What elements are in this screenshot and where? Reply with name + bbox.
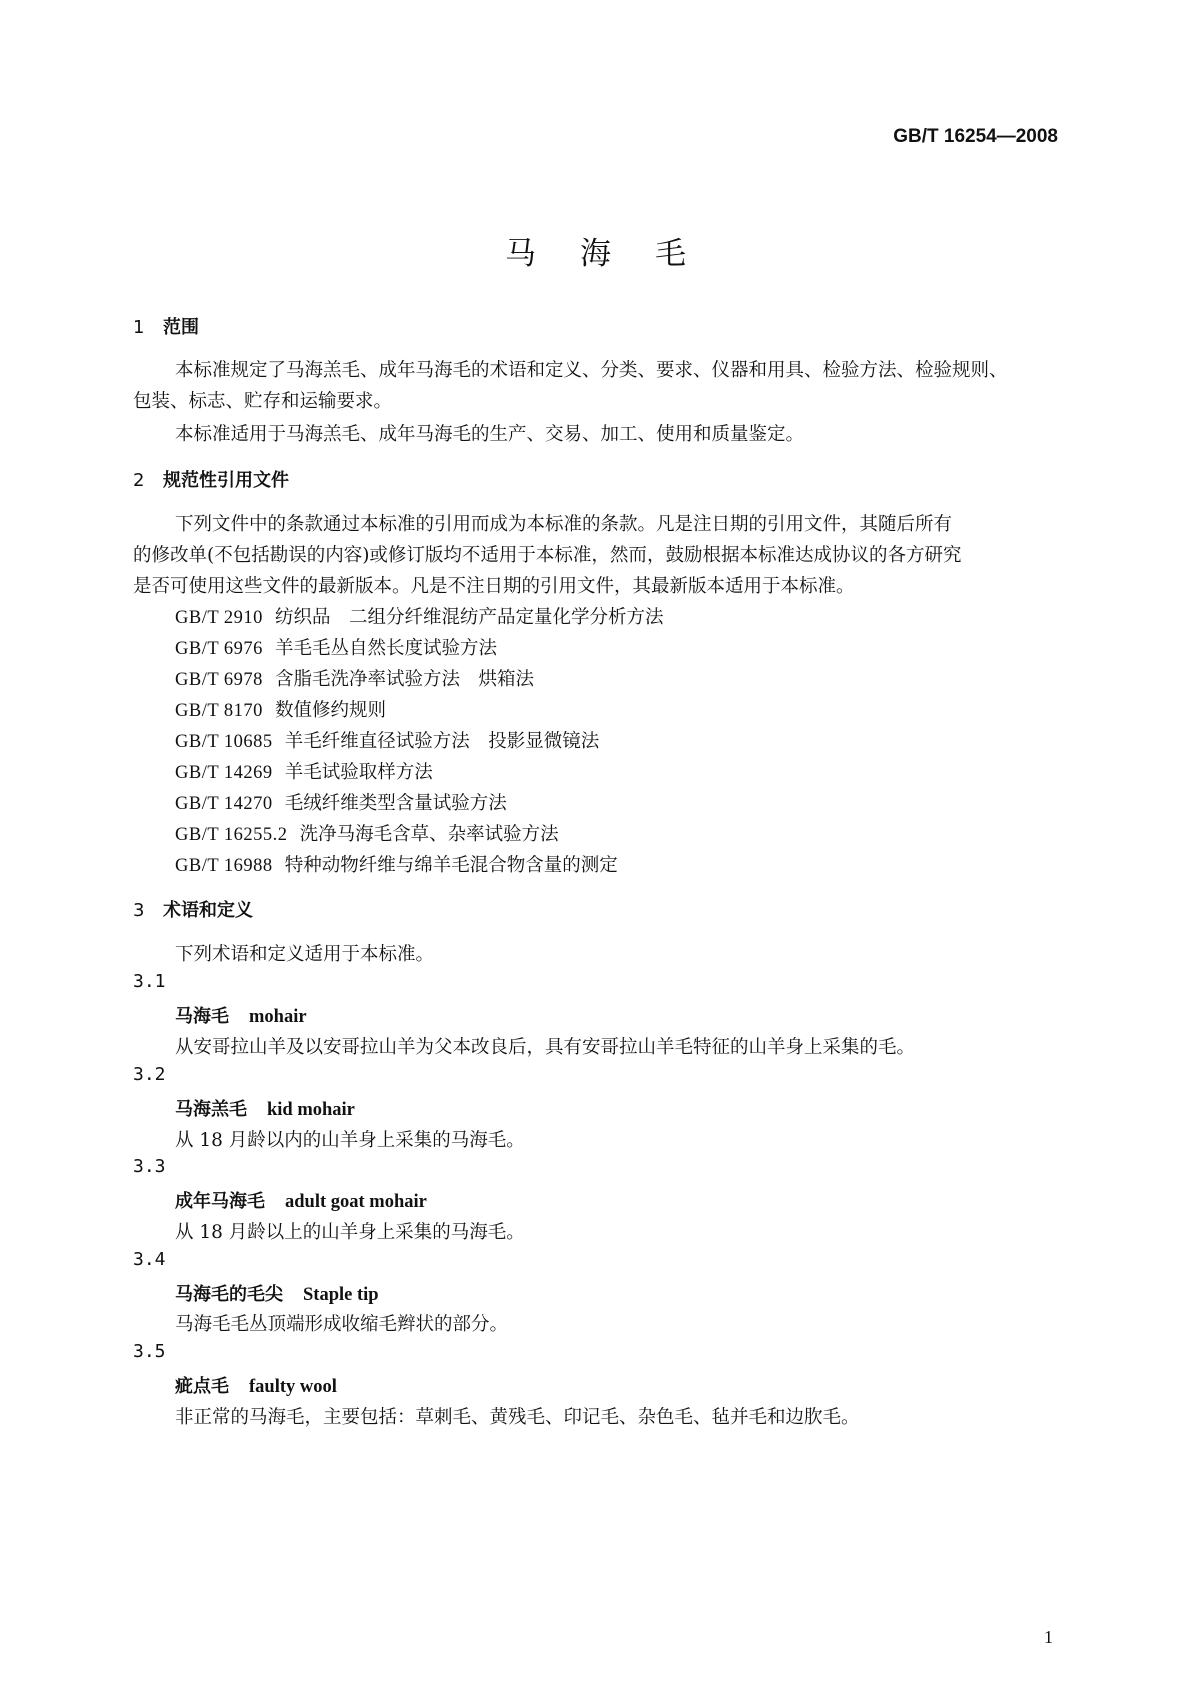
document-title: 马海毛 xyxy=(505,236,730,272)
section-title: 范围 xyxy=(163,317,199,338)
clause-number: 3.2 xyxy=(133,1064,166,1085)
term-en: Staple tip xyxy=(303,1285,379,1305)
reference-item xyxy=(175,665,534,691)
reference-item xyxy=(175,634,497,660)
term-entry xyxy=(175,1280,379,1306)
reference-item xyxy=(175,789,507,815)
term-definition: 马海毛毛丛顶端形成收缩毛辫状的部分。 xyxy=(175,1314,509,1335)
section-2-heading xyxy=(133,466,289,492)
term-definition: 从 18 月龄以上的山羊身上采集的马海毛。 xyxy=(175,1222,525,1243)
term-zh: 疵点毛 xyxy=(175,1376,229,1397)
reference-item xyxy=(175,696,386,722)
reference-title: 含脂毛洗净率试验方法 烘箱法 xyxy=(274,669,534,690)
reference-code: GB/T 6976 xyxy=(175,639,263,659)
section-3-heading xyxy=(133,896,253,922)
clause-number: 3.5 xyxy=(133,1341,166,1362)
reference-code: GB/T 14269 xyxy=(175,763,273,783)
reference-title: 毛绒纤维类型含量试验方法 xyxy=(284,793,507,814)
references-intro-line-3: 是否可使用这些文件的最新版本。凡是不注日期的引用文件，其最新版本适用于本标准。 xyxy=(133,576,855,597)
term-zh: 马海羔毛 xyxy=(175,1099,247,1120)
reference-code: GB/T 6978 xyxy=(175,670,263,690)
reference-code: GB/T 16988 xyxy=(175,856,273,876)
term-zh: 成年马海毛 xyxy=(175,1191,265,1212)
term-zh: 马海毛 xyxy=(175,1006,229,1027)
reference-title: 纺织品 二组分纤维混纺产品定量化学分析方法 xyxy=(274,607,664,628)
reference-code: GB/T 2910 xyxy=(175,608,263,628)
term-entry xyxy=(175,1187,427,1213)
clause-number: 3.1 xyxy=(133,971,166,992)
term-entry xyxy=(175,1372,337,1398)
reference-title: 数值修约规则 xyxy=(274,700,386,721)
reference-code: GB/T 8170 xyxy=(175,701,263,721)
standard-number: GB/T 16254—2008 xyxy=(893,126,1058,147)
reference-title: 羊毛纤维直径试验方法 投影显微镜法 xyxy=(284,731,600,752)
section-number: 1 xyxy=(133,317,145,338)
term-entry xyxy=(175,1002,307,1028)
term-en: faulty wool xyxy=(249,1377,337,1397)
term-definition: 非正常的马海毛，主要包括：草刺毛、黄残毛、印记毛、杂色毛、毡并毛和边肷毛。 xyxy=(175,1407,860,1428)
term-en: mohair xyxy=(249,1007,307,1027)
reference-code: GB/T 14270 xyxy=(175,794,273,814)
reference-item xyxy=(175,603,663,629)
reference-item xyxy=(175,758,433,784)
term-zh: 马海毛的毛尖 xyxy=(175,1284,283,1305)
term-en: kid mohair xyxy=(267,1100,355,1120)
reference-item xyxy=(175,727,599,753)
scope-paragraph-1-line-1: 本标准规定了马海羔毛、成年马海毛的术语和定义、分类、要求、仪器和用具、检验方法、检验规则、 xyxy=(175,360,1008,381)
reference-title: 特种动物纤维与绵羊毛混合物含量的测定 xyxy=(284,855,618,876)
section-title: 术语和定义 xyxy=(163,900,253,921)
section-number: 3 xyxy=(133,900,145,921)
section-title: 规范性引用文件 xyxy=(163,470,289,491)
section-1-heading xyxy=(133,313,199,339)
reference-item xyxy=(175,851,618,877)
section-number: 2 xyxy=(133,470,145,491)
term-entry xyxy=(175,1095,355,1121)
references-intro-line-2: 的修改单(不包括勘误的内容)或修订版均不适用于本标准，然而，鼓励根据本标准达成协议的各方研究 xyxy=(133,545,962,566)
clause-number: 3.4 xyxy=(133,1249,166,1270)
scope-paragraph-2: 本标准适用于马海羔毛、成年马海毛的生产、交易、加工、使用和质量鉴定。 xyxy=(175,424,805,445)
scope-paragraph-1-line-2: 包装、标志、贮存和运输要求。 xyxy=(133,391,393,412)
reference-title: 洗净马海毛含草、杂率试验方法 xyxy=(299,824,559,845)
term-definition: 从 18 月龄以内的山羊身上采集的马海毛。 xyxy=(175,1130,525,1151)
reference-title: 羊毛毛丛自然长度试验方法 xyxy=(274,638,497,659)
reference-code: GB/T 10685 xyxy=(175,732,273,752)
reference-item xyxy=(175,820,559,846)
reference-code: GB/T 16255.2 xyxy=(175,825,288,845)
terms-intro: 下列术语和定义适用于本标准。 xyxy=(175,944,435,965)
term-definition: 从安哥拉山羊及以安哥拉山羊为父本改良后，具有安哥拉山羊毛特征的山羊身上采集的毛。 xyxy=(175,1037,916,1058)
clause-number: 3.3 xyxy=(133,1156,166,1177)
references-intro-line-1: 下列文件中的条款通过本标准的引用而成为本标准的条款。凡是注日期的引用文件，其随后所有 xyxy=(175,514,953,535)
reference-title: 羊毛试验取样方法 xyxy=(284,762,433,783)
page-number: 1 xyxy=(1044,1627,1053,1647)
term-en: adult goat mohair xyxy=(285,1192,427,1212)
